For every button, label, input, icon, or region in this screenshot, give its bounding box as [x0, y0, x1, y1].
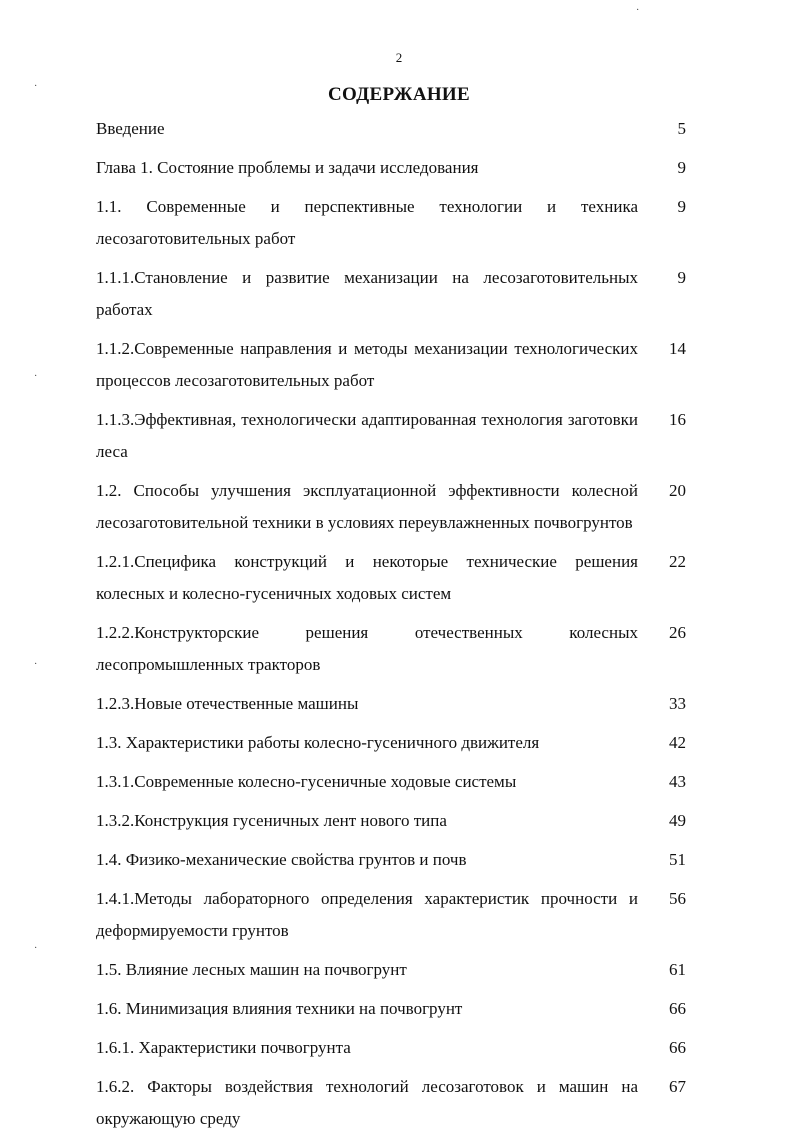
toc-entry-text: 1.2.3.Новые отечественные машины [96, 694, 359, 713]
toc-entry [96, 727, 686, 759]
scan-speck: · [34, 81, 38, 92]
toc-entry-page: 9 [677, 158, 686, 177]
toc-entry-page: 9 [677, 268, 686, 287]
toc-entry-page: 16 [669, 410, 686, 429]
toc-entry-page: 9 [677, 197, 686, 216]
toc-entry [96, 404, 686, 468]
toc-entry-text: 1.1.2.Современные направления и методы механизации технологических процессов лесозаготовительных работ [96, 339, 638, 390]
scan-speck: · [34, 943, 38, 954]
toc-entry [96, 617, 686, 681]
toc-entry [96, 954, 686, 986]
toc-entry-text: 1.2.2.Конструкторские решения отечественных колесных лесопромышленных тракторов [96, 623, 638, 674]
toc-entry-text: 1.4.1.Методы лабораторного определения характеристик прочности и деформируемости грунтов [96, 889, 638, 940]
toc-entry-page: 56 [669, 889, 686, 908]
toc-entry-text: 1.5. Влияние лесных машин на почвогрунт [96, 960, 407, 979]
toc-entry-page: 66 [669, 1038, 686, 1057]
toc-entry-page: 61 [669, 960, 686, 979]
toc-entry [96, 475, 686, 539]
page-number: 2 [395, 50, 403, 65]
table-of-contents [96, 113, 686, 1142]
toc-entry-text: 1.3. Характеристики работы колесно-гусеничного движителя [96, 733, 540, 752]
toc-entry-page: 67 [669, 1077, 686, 1096]
toc-entry-text: 1.2. Способы улучшения эксплуатационной эффективности колесной лесозаготовительной техники в условиях переувлажненных почвогрунтов [96, 481, 638, 532]
toc-entry-text: 1.6.1. Характеристики почвогрунта [96, 1038, 351, 1057]
toc-entry-page: 33 [669, 694, 686, 713]
toc-entry [96, 688, 686, 720]
toc-entry-text: 1.6.2. Факторы воздействия технологий лесозаготовок и машин на окружающую среду [96, 1077, 638, 1128]
toc-entry [96, 993, 686, 1025]
toc-entry [96, 844, 686, 876]
toc-entry-page: 51 [669, 850, 686, 869]
scan-speck: · [636, 5, 640, 16]
toc-entry-text: Введение [96, 119, 165, 138]
scan-speck: · [34, 371, 38, 382]
toc-entry-text: 1.4. Физико-механические свойства грунтов и почв [96, 850, 467, 869]
toc-entry-text: 1.6. Минимизация влияния техники на почвогрунт [96, 999, 463, 1018]
toc-entry-text: 1.1.1.Становление и развитие механизации на лесозаготовительных работах [96, 268, 638, 319]
toc-entry-text: 1.3.1.Современные колесно-гусеничные ходовые системы [96, 772, 517, 791]
toc-entry-text: 1.1. Современные и перспективные технологии и техника лесозаготовительных работ [96, 197, 638, 248]
toc-entry [96, 262, 686, 326]
toc-entry [96, 805, 686, 837]
toc-entry-page: 20 [669, 481, 686, 500]
toc-entry [96, 766, 686, 798]
toc-entry-text: 1.3.2.Конструкция гусеничных лент нового типа [96, 811, 447, 830]
page-title: СОДЕРЖАНИЕ [328, 84, 470, 105]
toc-entry [96, 191, 686, 255]
toc-entry [96, 113, 686, 145]
toc-entry-page: 26 [669, 623, 686, 642]
scan-speck: · [34, 659, 38, 670]
toc-entry [96, 1032, 686, 1064]
toc-entry [96, 333, 686, 397]
toc-entry [96, 1071, 686, 1135]
toc-entry-text: 1.2.1.Специфика конструкций и некоторые технические решения колесных и колесно-гусеничных ходовых систем [96, 552, 638, 603]
toc-entry-page: 14 [669, 339, 686, 358]
toc-entry-page: 5 [677, 119, 686, 138]
toc-entry-page: 43 [669, 772, 686, 791]
toc-entry-page: 66 [669, 999, 686, 1018]
toc-entry-text: Глава 1. Состояние проблемы и задачи исследования [96, 158, 479, 177]
toc-entry-page: 49 [669, 811, 686, 830]
toc-entry-page: 42 [669, 733, 686, 752]
toc-entry-page: 22 [669, 552, 686, 571]
toc-entry-text: 1.1.3.Эффективная, технологически адаптированная технология заготовки леса [96, 410, 638, 461]
toc-entry [96, 546, 686, 610]
toc-entry [96, 152, 686, 184]
toc-entry [96, 883, 686, 947]
